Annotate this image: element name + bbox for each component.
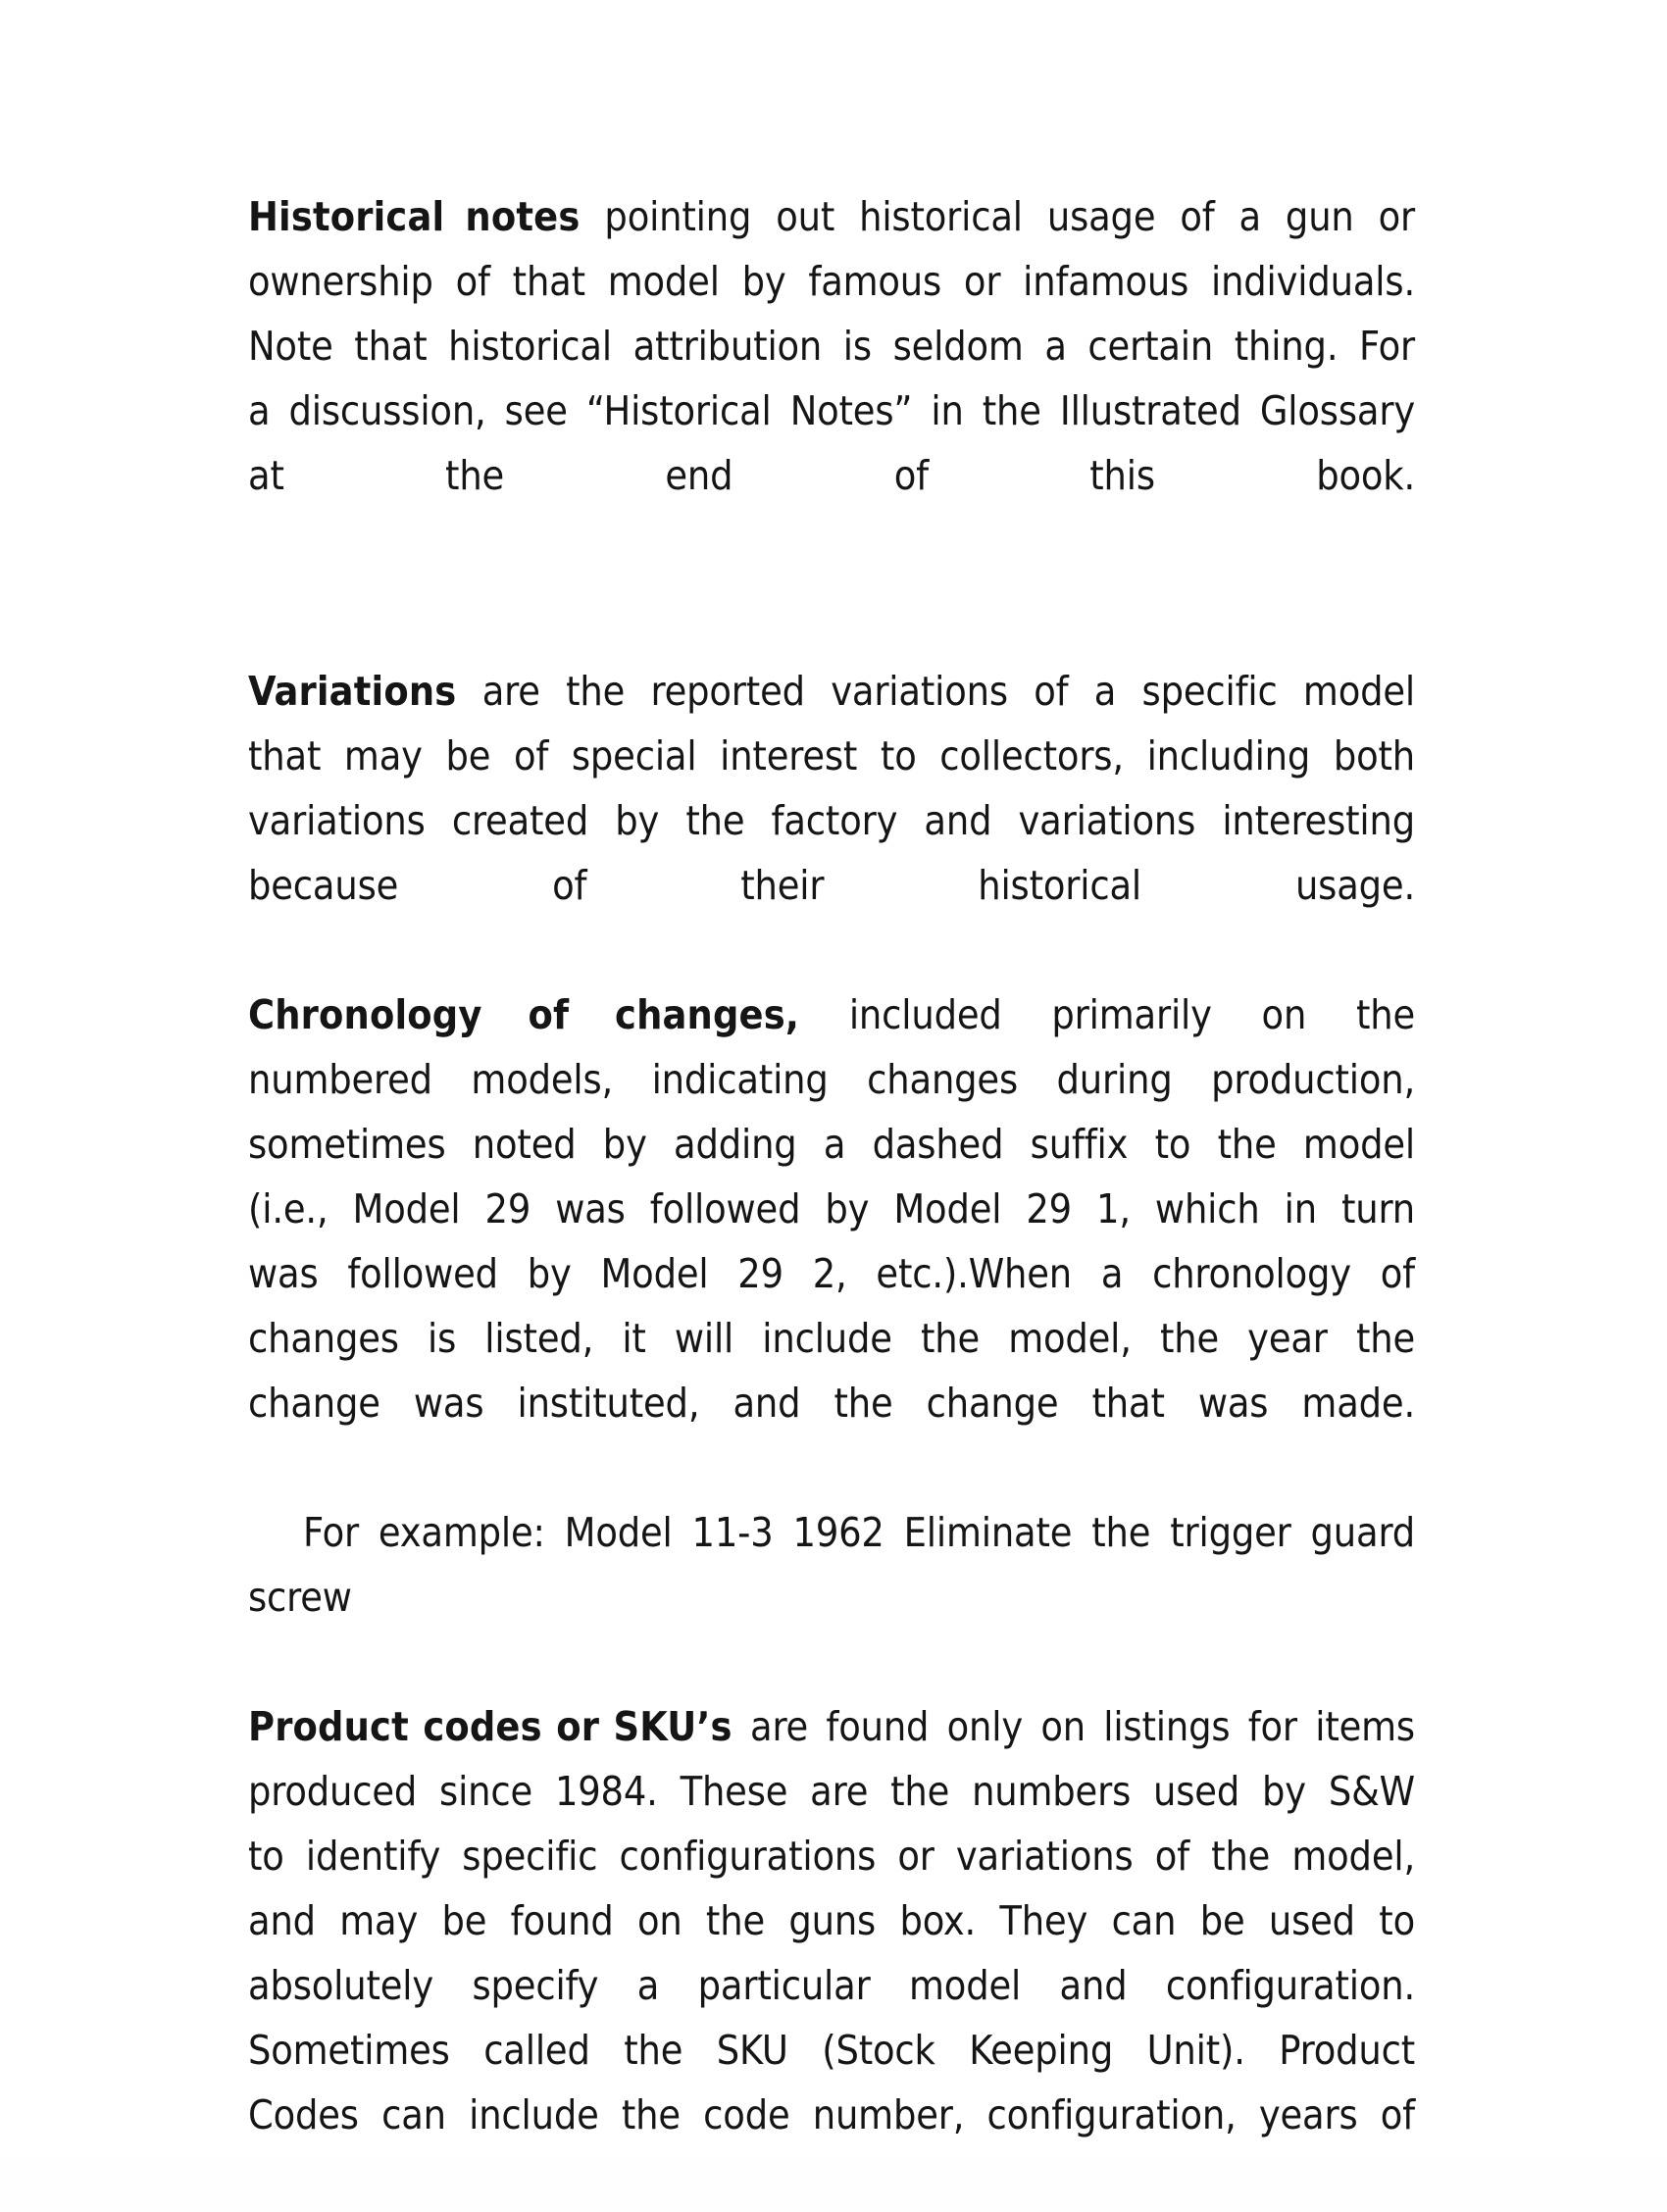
lead-in-chronology-of-changes: Chronology of changes, bbox=[248, 991, 800, 1038]
paragraph-body-historical-notes: pointing out historical usage of a gun or ownership of that model by famous or infamous individuals. Note that historical attribution is seldom a certain thing. For a discussion, see “Historical Notes” in the Illustrated Glossary at the end of this book. bbox=[248, 193, 1415, 499]
paragraph-chronology-of-changes bbox=[248, 982, 1415, 1500]
paragraph-body-product-codes: are found only on listings for items produced since 1984. These are the numbers used by S&W to identify specific configurations or variations of the model, and may be found on the guns box. They can be used to absolutely specify a particular model and configuration. Sometimes called the SKU (Stock Keeping Unit). Product Codes can include the code number, configuration, years of bbox=[248, 1703, 1415, 2138]
paragraph-product-codes bbox=[248, 1694, 1415, 2212]
lead-in-historical-notes: Historical notes bbox=[248, 193, 581, 240]
paragraph-body-variations: are the reported variations of a specific model that may be of special interest to collectors, including both variations created by the factory and variations interesting because of their historical usage. bbox=[248, 668, 1415, 909]
lead-in-product-codes: Product codes or SKU’s bbox=[248, 1703, 732, 1750]
chronology-example-line: For example: Model 11-3 1962 Eliminate the trigger guard screw bbox=[248, 1509, 1415, 1621]
paragraph-historical-notes bbox=[248, 184, 1415, 573]
lead-in-variations: Variations bbox=[248, 668, 457, 715]
body-text-column bbox=[248, 184, 1415, 2212]
paragraph-variations bbox=[248, 659, 1415, 982]
paragraph-body-chronology-of-changes: included primarily on the numbered models, indicating changes during production, sometimes noted by adding a dashed suffix to the model (i.e., Model 29 was followed by Model 29 1, which in turn was followed by Model 29 2, etc.).When a chronology of changes is listed, it will include the model, the year the change was instituted, and the change that was made. bbox=[248, 991, 1415, 1427]
paragraph-chronology-example bbox=[248, 1500, 1415, 1694]
